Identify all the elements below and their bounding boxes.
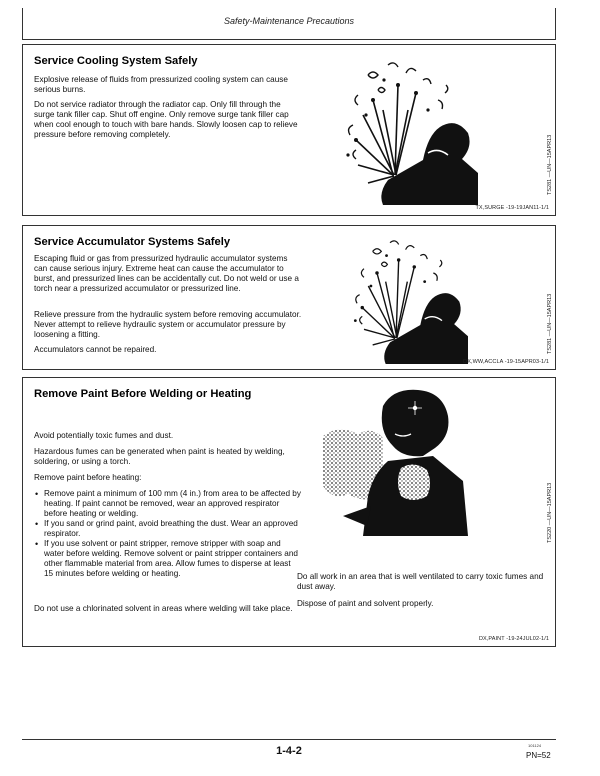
figure-code: TS281 —UN—15APR13	[547, 134, 553, 195]
print-code: 101124	[528, 743, 542, 748]
section-footer-code: DX,WW,ACCLA -19-15APR03-1/1	[463, 359, 549, 365]
section-footer-code: TX,SURGE -19-19JAN11-1/1	[475, 205, 549, 211]
bullet-list	[34, 489, 302, 579]
section-footer-code: DX,PAINT -19-24JUL02-1/1	[478, 636, 549, 642]
paragraph: Accumulators cannot be repaired.	[34, 345, 157, 354]
header-rule-bottom	[22, 39, 556, 40]
paragraph: Do not service radiator through the radiator cap. Only fill through the surge tank filler cap. Shut off engine. Only remove surge tank filler cap when cool enough to touch with bare hands. Slowly loosen cap to relieve pressure before removing completely.	[34, 100, 298, 139]
paragraph: Explosive release of fluids from pressurized cooling system can cause serious burns.	[34, 75, 288, 94]
footer-rule	[22, 739, 556, 740]
fluid-spray-burn-icon	[328, 234, 478, 364]
paragraph: Remove paint before heating:	[34, 473, 142, 482]
section-remove-paint	[22, 377, 556, 647]
section-title: Service Cooling System Safely	[34, 55, 198, 67]
fluid-spray-burn-icon	[328, 55, 478, 205]
page-number: 1-4-2	[276, 745, 302, 757]
paragraph: Relieve pressure from the hydraulic system before removing accumulator. Never attempt to relieve hydraulic system or accumulator pressure by loosening a fitting.	[34, 310, 302, 339]
section-title: Service Accumulator Systems Safely	[34, 236, 231, 248]
figure-code: TS220 —UN—15APR13	[547, 482, 553, 543]
section-cooling-system	[22, 44, 556, 216]
section-title: Remove Paint Before Welding or Heating	[34, 388, 252, 400]
paragraph: Dispose of paint and solvent properly.	[297, 599, 434, 608]
paragraph: Hazardous fumes can be generated when paint is heated by welding, soldering, or using a torch.	[34, 447, 285, 466]
figure-code: TS281 —UN—15APR13	[547, 293, 553, 354]
running-title: Safety-Maintenance Precautions	[223, 16, 355, 26]
paragraph: Escaping fluid or gas from pressurized hydraulic accumulator systems can cause serious injury. Extreme heat can cause the accumulator to burst, and pressurized lines can be accidentally cut. Do not weld or use a torch near a pressurized accumulator or pressurized line.	[34, 254, 299, 293]
pn-label: PN=52	[526, 751, 551, 760]
list-item: • If you use solvent or paint stripper, remove stripper with soap and water before welding. Remove solvent or paint stripper containers and other flammable material from area. Allow fumes to disperse at least 15 minutes before welding or heating.	[34, 539, 302, 579]
paragraph: Do not use a chlorinated solvent in areas where welding will take place.	[34, 604, 293, 613]
toxic-fumes-icon	[323, 386, 483, 536]
paragraph: Avoid potentially toxic fumes and dust.	[34, 431, 174, 440]
paragraph: Do all work in an area that is well ventilated to carry toxic fumes and dust away.	[297, 572, 544, 591]
section-accumulator-systems	[22, 225, 556, 370]
list-item: • Remove paint a minimum of 100 mm (4 in.) from area to be affected by heating. If paint cannot be removed, wear an approved respirator before heating or welding.	[34, 489, 302, 519]
list-item: • If you sand or grind paint, avoid breathing the dust. Wear an approved respirator.	[34, 519, 302, 539]
